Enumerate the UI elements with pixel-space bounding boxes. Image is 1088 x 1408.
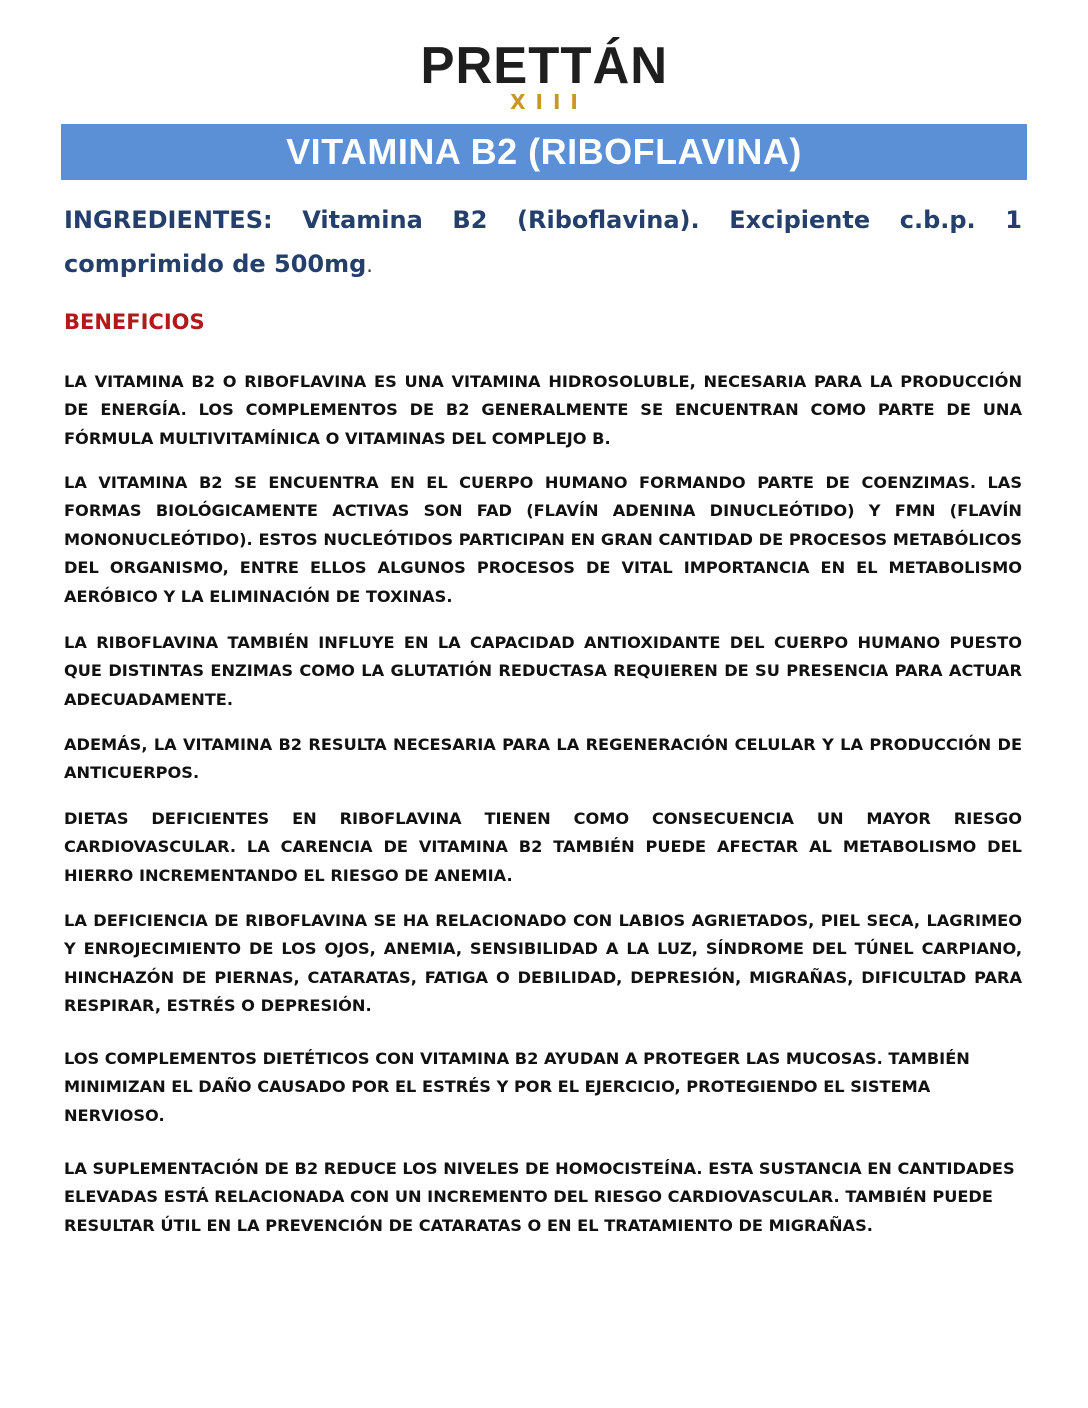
benefit-paragraph: LA DEFICIENCIA DE RIBOFLAVINA SE HA RELACIONADO CON LABIOS AGRIETADOS, PIEL SECA, LAGRIMEO Y ENROJECIMIENTO DE LOS OJOS, ANEMIA, SENSIBILIDAD A LA LUZ, SÍNDROME DEL TÚNEL CARPIANO, HINCHAZÓN DE PIERNAS, CATARATAS, FATIGA O DEBILIDAD, DEPRESIÓN, MIGRAÑAS, DIFICULTAD PARA RESPIRAR, ESTRÉS O DEPRESIÓN. [64, 911, 1022, 1016]
page-title: VITAMINA B2 (RIBOFLAVINA) [286, 131, 802, 172]
ingredients-label: INGREDIENTES: [64, 206, 273, 234]
benefit-paragraph: DIETAS DEFICIENTES EN RIBOFLAVINA TIENEN COMO CONSECUENCIA UN MAYOR RIESGO CARDIOVASCULAR. LA CARENCIA DE VITAMINA B2 TAMBIÉN PUEDE AFECTAR AL METABOLISMO DEL HIERRO INCREMENTANDO EL RIESGO DE ANEMIA. [64, 809, 1022, 885]
logo-wordmark: PRETTÁN [420, 37, 668, 95]
benefit-paragraph: LA SUPLEMENTACIÓN DE B2 REDUCE LOS NIVELES DE HOMOCISTEÍNA. ESTA SUSTANCIA EN CANTIDADES ELEVADAS ESTÁ RELACIONADA CON UN INCREMENTO DEL RIESGO CARDIOVASCULAR. TAMBIÉN PUEDE RESULTAR ÚTIL EN LA PREVENCIÓN DE CATARATAS O EN EL TRATAMIENTO DE MIGRAÑAS. [64, 1159, 1015, 1235]
benefit-paragraph: LA VITAMINA B2 SE ENCUENTRA EN EL CUERPO HUMANO FORMANDO PARTE DE COENZIMAS. LAS FORMAS BIOLÓGICAMENTE ACTIVAS SON FAD (FLAVÍN ADENINA DINUCLEÓTIDO) Y FMN (FLAVÍN MONONUCLEÓTIDO). ESTOS NUCLEÓTIDOS PARTICIPAN EN GRAN CANTIDAD DE PROCESOS METABÓLICOS DEL ORGANISMO, ENTRE ELLOS ALGUNOS PROCESOS DE VITAL IMPORTANCIA EN EL METABOLISMO AERÓBICO Y LA ELIMINACIÓN DE TOXINAS. [64, 473, 1022, 606]
ingredients-trailing: . [366, 253, 373, 277]
benefit-paragraph: ADEMÁS, LA VITAMINA B2 RESULTA NECESARIA PARA LA REGENERACIÓN CELULAR Y LA PRODUCCIÓN DE ANTICUERPOS. [64, 735, 1022, 783]
benefit-paragraph: LA VITAMINA B2 O RIBOFLAVINA ES UNA VITAMINA HIDROSOLUBLE, NECESARIA PARA LA PRODUCCIÓN DE ENERGÍA. LOS COMPLEMENTOS DE B2 GENERALMENTE SE ENCUENTRAN COMO PARTE DE UNA FÓRMULA MULTIVITAMÍNICA O VITAMINAS DEL COMPLEJO B. [64, 372, 1022, 448]
ingredients-text: Vitamina B2 (Riboflavina). Excipiente c.b.p. 1 comprimido de 500mg [64, 206, 1022, 278]
brand-logo [0, 38, 1088, 112]
benefit-paragraph: LOS COMPLEMENTOS DIETÉTICOS CON VITAMINA B2 AYUDAN A PROTEGER LAS MUCOSAS. TAMBIÉN MINIMIZAN EL DAÑO CAUSADO POR EL ESTRÉS Y POR EL EJERCICIO, PROTEGIENDO EL SISTEMA NERVIOSO. [64, 1049, 970, 1125]
benefits-heading: BENEFICIOS [64, 310, 205, 334]
logo-subtitle: XIII [510, 90, 588, 114]
benefit-paragraph: LA RIBOFLAVINA TAMBIÉN INFLUYE EN LA CAPACIDAD ANTIOXIDANTE DEL CUERPO HUMANO PUESTO QUE DISTINTAS ENZIMAS COMO LA GLUTATIÓN REDUCTASA REQUIEREN DE SU PRESENCIA PARA ACTUAR ADECUADAMENTE. [64, 633, 1022, 709]
ingredients-block [64, 198, 1022, 287]
title-banner [61, 124, 1027, 180]
